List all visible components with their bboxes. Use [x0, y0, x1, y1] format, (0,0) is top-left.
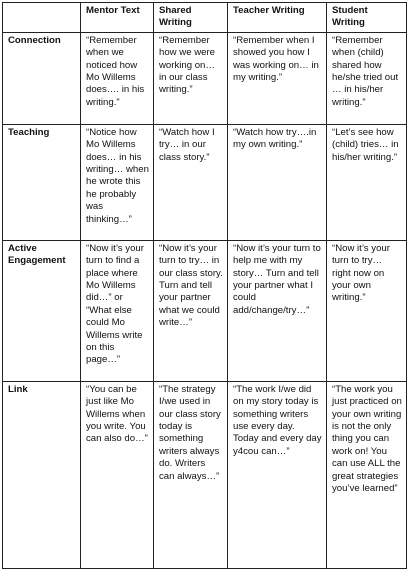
table-cell: “Remember when I showed you how I was working on… in my writing.” — [228, 32, 327, 124]
table-cell: “Remember when we noticed how Mo Willems does…. in his writing.” — [81, 32, 154, 124]
corner-cell — [3, 3, 81, 33]
table-cell: “Now it’s your turn to try… right now on your own writing.” — [327, 240, 407, 381]
row-header-connection: Connection — [3, 32, 81, 124]
table-cell: “Watch how try….in my own writing.” — [228, 124, 327, 240]
table-cell: “Remember how we were working on… in our class writing.” — [154, 32, 228, 124]
table-cell: “Now it’s your turn to find a place where Mo Willems did…” or “What else could Mo Willems write on this page…” — [81, 240, 154, 381]
table-cell: “You can be just like Mo Willems when you write. You can also do…” — [81, 381, 154, 568]
table-row — [3, 32, 407, 124]
table-cell: “The work you just practiced on your own writing is not the only thing you can work on! You can use ALL the great strategies you’ve learned” — [327, 381, 407, 568]
column-header-shared-writing: Shared Writing — [154, 3, 228, 33]
document-page — [2, 2, 406, 566]
row-header-teaching: Teaching — [3, 124, 81, 240]
row-header-active-engagement: Active Engagement — [3, 240, 81, 381]
header-row — [3, 3, 407, 33]
table-cell: “Watch how I try… in our class story.” — [154, 124, 228, 240]
table-row — [3, 124, 407, 240]
table-row — [3, 381, 407, 568]
column-header-mentor-text: Mentor Text — [81, 3, 154, 33]
table-cell: “Remember when (child) shared how he/she tried out … in his/her writing.” — [327, 32, 407, 124]
table-row — [3, 240, 407, 381]
table-cell: “Let’s see how (child) tries… in his/her writing.” — [327, 124, 407, 240]
table-cell: “Notice how Mo Willems does… in his writing… when he wrote this he probably was thinking…” — [81, 124, 154, 240]
column-header-student-writing: Student Writing — [327, 3, 407, 33]
column-header-teacher-writing: Teacher Writing — [228, 3, 327, 33]
table-cell: “The work I/we did on my story today is something writers use every day. Today and every day y4cou can…” — [228, 381, 327, 568]
table-cell: “Now it’s your turn to help me with my story… Turn and tell your partner what I could add/change/try…” — [228, 240, 327, 381]
row-header-link: Link — [3, 381, 81, 568]
table-cell: “Now it’s your turn to try… in our class story. Turn and tell your partner what we could write…” — [154, 240, 228, 381]
writing-strategies-table — [2, 2, 407, 569]
table-cell: “The strategy I/we used in our class story today is something writers always do. Writers can always…” — [154, 381, 228, 568]
